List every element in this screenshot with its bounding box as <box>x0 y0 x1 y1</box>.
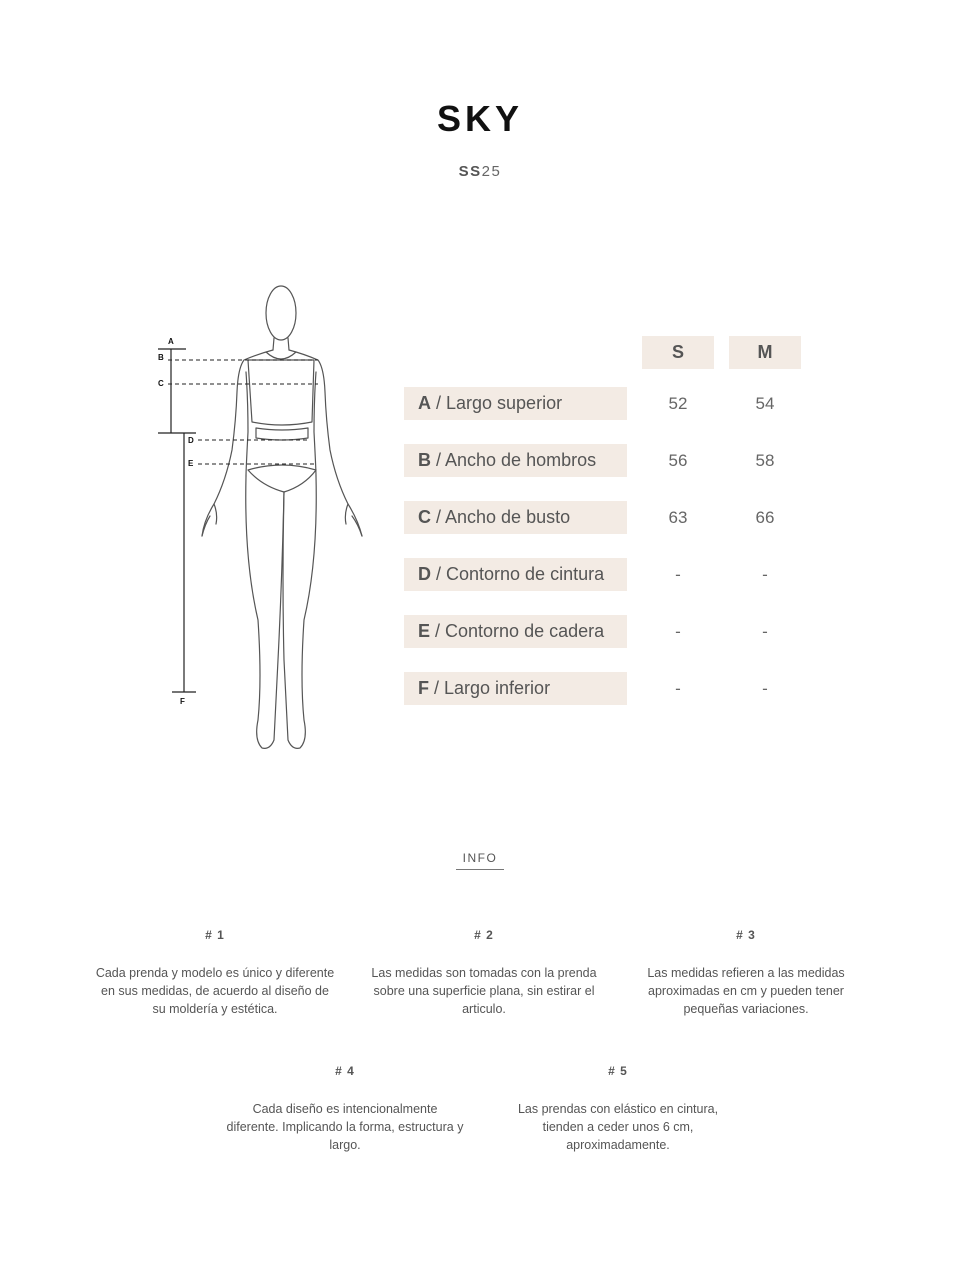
info-note-1 <box>95 928 335 1018</box>
note-number: # 3 <box>736 928 756 942</box>
cell-c-m: 66 <box>755 507 775 527</box>
marker-c-label: C <box>158 379 164 388</box>
row-name: / Largo inferior <box>434 678 551 698</box>
cell-a-s: 52 <box>668 393 688 413</box>
row-name: / Contorno de cadera <box>435 621 605 641</box>
note-text: Cada prenda y modelo es único y diferente en sus medidas, de acuerdo al diseño de su moldería y estética. <box>95 966 335 1016</box>
season-label-number: 25 <box>481 163 502 180</box>
season-label <box>0 163 960 180</box>
row-letter: C <box>418 507 431 527</box>
info-heading: INFO <box>462 851 498 865</box>
row-label-a <box>404 387 627 420</box>
note-number: # 1 <box>205 928 225 942</box>
info-note-5 <box>498 1064 738 1154</box>
cell-a-m: 54 <box>755 393 775 413</box>
row-name: / Contorno de cintura <box>436 564 605 584</box>
cell-f-s: - <box>675 678 681 698</box>
row-label-e <box>404 615 627 648</box>
row-name: / Ancho de hombros <box>436 450 597 470</box>
cell-d-s: - <box>675 564 681 584</box>
note-number: # 2 <box>474 928 494 942</box>
row-label-c <box>404 501 627 534</box>
row-name: / Ancho de busto <box>436 507 571 527</box>
cell-b-m: 58 <box>755 450 775 470</box>
info-underline <box>456 869 504 870</box>
cell-e-s: - <box>675 621 681 641</box>
note-text: Las prendas con elástico en cintura, tienden a ceder unos 6 cm, aproximadamente. <box>517 1102 719 1152</box>
note-text: Cada diseño es intencionalmente diferente. Implicando la forma, estructura y largo. <box>226 1102 464 1152</box>
row-letter: F <box>418 678 429 698</box>
note-number: # 5 <box>608 1064 628 1078</box>
note-text: Las medidas son tomadas con la prenda sobre una superficie plana, sin estirar el articulo. <box>371 966 597 1016</box>
note-text: Las medidas refieren a las medidas aproximadas en cm y pueden tener pequeñas variaciones. <box>647 966 845 1016</box>
info-note-4 <box>225 1064 465 1154</box>
season-label-bold: SS <box>458 163 482 180</box>
row-label-f <box>404 672 627 705</box>
cell-d-m: - <box>762 564 768 584</box>
cell-e-m: - <box>762 621 768 641</box>
marker-a-label: A <box>168 337 174 346</box>
size-header-m: M <box>729 336 801 369</box>
size-header-s: S <box>642 336 714 369</box>
info-note-3 <box>626 928 866 1018</box>
row-label-d <box>404 558 627 591</box>
cell-c-s: 63 <box>668 507 688 527</box>
body-figure-illustration <box>150 280 380 760</box>
row-label-b <box>404 444 627 477</box>
info-note-2 <box>364 928 604 1018</box>
row-letter: D <box>418 564 431 584</box>
page-title: SKY <box>436 98 524 139</box>
marker-f-label: F <box>180 697 185 706</box>
note-number: # 4 <box>335 1064 355 1078</box>
row-letter: B <box>418 450 431 470</box>
cell-f-m: - <box>762 678 768 698</box>
row-letter: A <box>418 393 431 413</box>
cell-b-s: 56 <box>668 450 688 470</box>
row-name: / Largo superior <box>436 393 563 413</box>
marker-e-label: E <box>188 459 194 468</box>
row-letter: E <box>418 621 431 641</box>
marker-d-label: D <box>188 436 194 445</box>
marker-b-label: B <box>158 353 164 362</box>
